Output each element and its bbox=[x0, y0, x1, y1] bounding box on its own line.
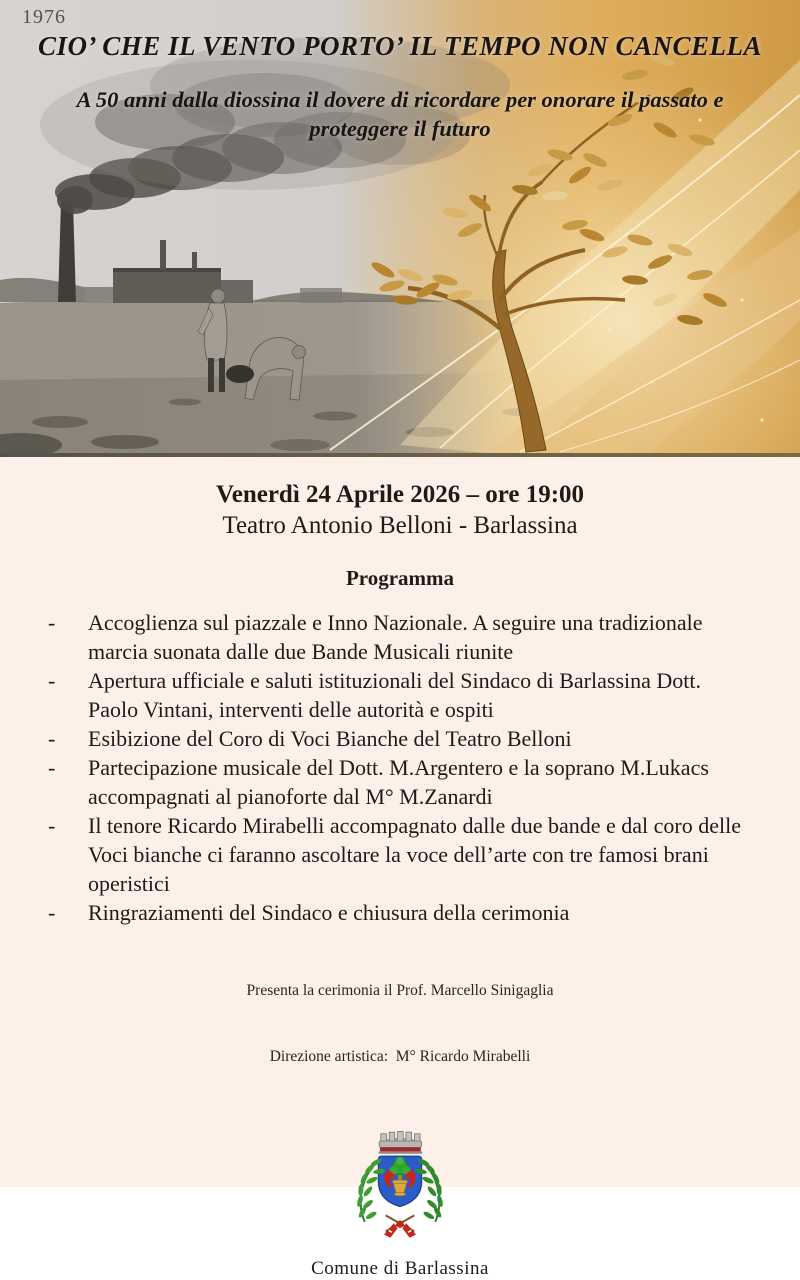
program-item-text: Partecipazione musicale del Dott. M.Argentero e la soprano M.Lukacs accompagnati al pianoforte dal M° M.Zanardi bbox=[88, 755, 709, 809]
event-venue: Teatro Antonio Belloni - Barlassina bbox=[222, 512, 578, 539]
municipality-name: Comune di Barlassina bbox=[311, 1258, 489, 1279]
bullet-dash: - bbox=[48, 610, 56, 635]
crest-container bbox=[0, 1121, 800, 1254]
event-datetime: Venerdì 24 Aprile 2026 – ore 19:00 bbox=[215, 481, 585, 508]
credits bbox=[0, 936, 800, 1112]
photo-bottom-edge bbox=[0, 453, 800, 457]
bullet-dash: - bbox=[48, 755, 56, 780]
program-item bbox=[48, 666, 756, 724]
program-item-text: Ringraziamenti del Sindaco e chiusura della cerimonia bbox=[88, 900, 570, 925]
barlassina-coat-of-arms bbox=[336, 1121, 464, 1249]
bullet-dash: - bbox=[48, 900, 56, 925]
program-item bbox=[48, 753, 756, 811]
event-details bbox=[0, 457, 800, 1280]
mural-crown-icon bbox=[378, 1131, 422, 1153]
program-item-text: Il tenore Ricardo Mirabelli accompagnato dalle due bande e dal coro delle Voci bianche ci faranno ascoltare la voce dell’arte con tre famosi brani operistici bbox=[88, 813, 741, 896]
smokestack bbox=[58, 202, 76, 302]
gold-vase-icon bbox=[393, 1180, 407, 1196]
hero-art-illustration bbox=[0, 0, 800, 457]
artistic-direction-credit: Direzione artistica: M° Ricardo Mirabelli bbox=[269, 1048, 531, 1065]
subtitle-line-2: proteggere il futuro bbox=[309, 116, 491, 141]
program-item-text: Esibizione del Coro di Voci Bianche del Teatro Belloni bbox=[88, 726, 572, 751]
bullet-dash: - bbox=[48, 726, 56, 751]
shield-icon bbox=[378, 1156, 421, 1206]
program-item bbox=[48, 724, 756, 753]
program-item-text: Apertura ufficiale e saluti istituzionali del Sindaco di Barlassina Dott. Paolo Vintani, interventi delle autorità e ospiti bbox=[88, 668, 701, 722]
program-heading: Programma bbox=[345, 566, 455, 590]
bullet-dash: - bbox=[48, 668, 56, 693]
bullet-dash: - bbox=[48, 813, 56, 838]
poster-subtitle bbox=[0, 85, 800, 143]
subtitle-line-1: A 50 anni dalla diossina il dovere di ricordare per onorare il passato e bbox=[76, 87, 724, 112]
program-item bbox=[48, 811, 756, 898]
program-item bbox=[48, 608, 756, 666]
poster-title: CIO’ CHE IL VENTO PORTO’ IL TEMPO NON CANCELLA bbox=[37, 31, 763, 61]
program-item-text: Accoglienza sul piazzale e Inno Nazionale. A seguire una tradizionale marcia suonata dalle due Bande Musicali riunite bbox=[88, 610, 703, 664]
program-list bbox=[0, 608, 800, 927]
presenter-credit: Presenta la cerimonia il Prof. Marcello Sinigaglia bbox=[246, 982, 554, 999]
ribbon-icon bbox=[384, 1221, 416, 1238]
hero-image bbox=[0, 0, 800, 457]
photo-year-label: 1976 bbox=[22, 6, 66, 28]
program-item bbox=[48, 898, 756, 927]
